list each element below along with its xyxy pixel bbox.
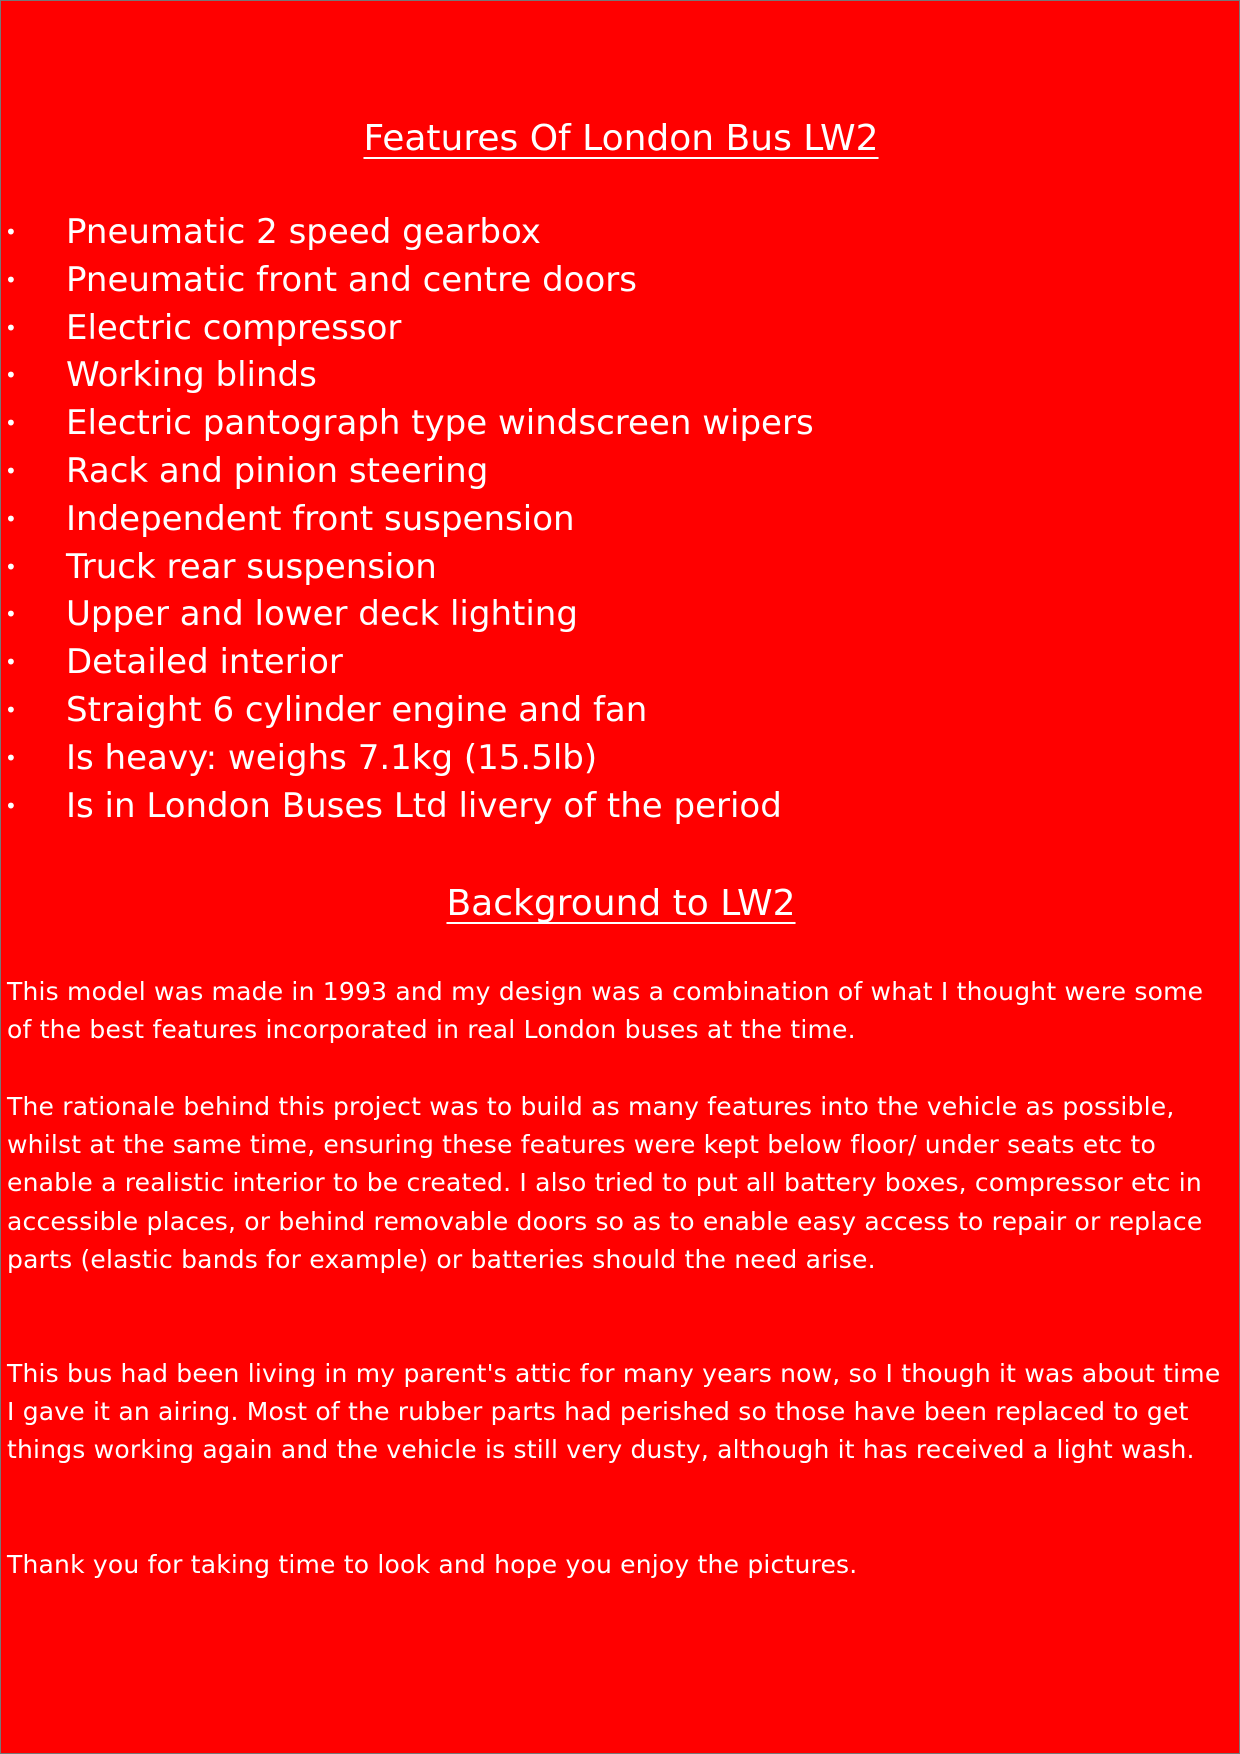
bullet-icon: •	[5, 697, 17, 722]
feature-text: Detailed interior	[66, 642, 343, 683]
bullet-icon: •	[5, 411, 17, 436]
list-item	[1, 305, 814, 353]
feature-text: Electric compressor	[66, 307, 402, 348]
bullet-icon: •	[5, 458, 17, 483]
bullet-icon: •	[5, 267, 17, 292]
background-paragraph-4: Thank you for taking time to look and hope you enjoy the pictures.	[7, 1550, 858, 1579]
feature-text: Electric pantograph type windscreen wipers	[66, 403, 814, 444]
feature-text: Independent front suspension	[66, 498, 575, 539]
features-heading-text: Features Of London Bus LW2	[363, 118, 879, 159]
feature-text: Pneumatic front and centre doors	[66, 259, 637, 300]
bullet-icon: •	[5, 650, 17, 675]
feature-text: Working blinds	[66, 355, 317, 396]
bullet-icon: •	[5, 220, 17, 244]
list-item	[1, 735, 814, 783]
list-item	[1, 209, 814, 257]
feature-text: Is in London Buses Ltd livery of the period	[66, 785, 782, 826]
list-item	[1, 257, 814, 305]
list-item	[1, 400, 814, 448]
list-item	[1, 687, 814, 735]
list-item	[1, 591, 814, 639]
feature-text: Truck rear suspension	[66, 546, 437, 587]
bullet-icon: •	[5, 602, 17, 627]
feature-text: Pneumatic 2 speed gearbox	[66, 212, 541, 252]
bullet-icon: •	[5, 506, 17, 531]
list-item	[1, 448, 814, 496]
features-list	[1, 209, 814, 830]
feature-text: Rack and pinion steering	[66, 450, 489, 491]
bullet-icon: •	[5, 793, 17, 818]
list-item	[1, 783, 814, 831]
background-heading	[1, 882, 1240, 926]
features-heading	[1, 117, 1240, 161]
list-item	[1, 544, 814, 592]
bullet-icon: •	[5, 315, 17, 340]
feature-text: Is heavy: weighs 7.1kg (15.5lb)	[66, 737, 598, 778]
bullet-icon: •	[5, 745, 17, 770]
background-paragraph-2: The rationale behind this project was to build as many features into the vehicle as possible, whilst at the same time, ensuring these features were kept below floor/ under seats etc to enable a realistic interior to be created. I also tried to put all battery boxes, compressor etc in accessible places, or behind removable doors so as to enable easy access to repair or replace parts (elastic bands for example) or batteries should the need arise.	[7, 1092, 1203, 1274]
list-item	[1, 352, 814, 400]
feature-text: Upper and lower deck lighting	[66, 594, 578, 635]
background-paragraph-1: This model was made in 1993 and my design was a combination of what I thought were some of the best features incorporated in real London buses at the time.	[7, 977, 1204, 1045]
bullet-icon: •	[5, 363, 17, 388]
feature-text: Straight 6 cylinder engine and fan	[66, 689, 648, 730]
list-item	[1, 496, 814, 544]
bullet-icon: •	[5, 554, 17, 579]
background-heading-text: Background to LW2	[446, 883, 796, 924]
list-item	[1, 639, 814, 687]
background-paragraph-3: This bus had been living in my parent's attic for many years now, so I though it was about time I gave it an airing. Most of the rubber parts had perished so those have been replaced to get things working again and the vehicle is still very dusty, although it has received a light wash.	[7, 1359, 1221, 1465]
